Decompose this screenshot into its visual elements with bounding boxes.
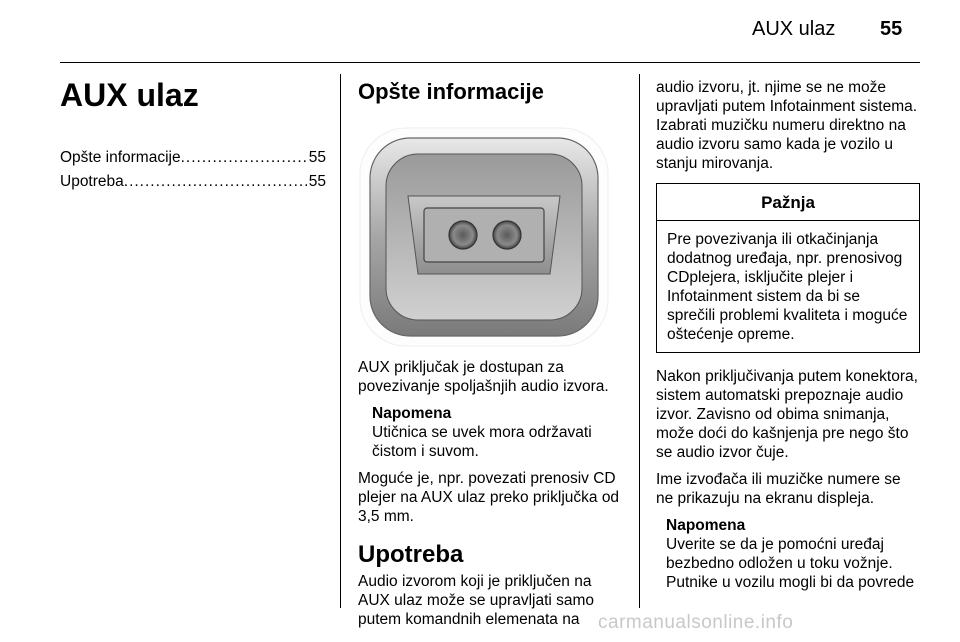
- toc-entry-general[interactable]: [60, 146, 326, 170]
- note-text: Uverite se da je pomoćni uređaj bezbedno odložen u toku vožnje. Putnike u vozilu mogli bi da povrede: [666, 536, 915, 591]
- note-block: [666, 516, 920, 592]
- header-rule: [60, 62, 920, 63]
- running-header-title: AUX ulaz: [752, 18, 836, 40]
- toc-page: 55: [308, 149, 326, 166]
- aux-socket-illustration: [358, 124, 624, 350]
- warning-title: Pažnja: [657, 184, 919, 221]
- paragraph: Audio izvorom koji je priključen na AUX ulaz može se upravljati samo putem komandnih elemenata na: [358, 573, 595, 628]
- paragraph: audio izvoru, jt. njime se ne može upravljati putem Infotainment sistema. Izabrati muzičku numeru direktno na audio izvoru samo kada je vozilo u stanju mirovanja.: [656, 79, 918, 172]
- note-label: Napomena: [372, 405, 452, 422]
- toc-label: Opšte informacije: [60, 149, 181, 166]
- warning-box: [656, 183, 920, 353]
- watermark: carmanualsonline.info: [598, 612, 794, 633]
- paragraph: Nakon priključivanja putem konektora, sistem automatski prepoznaje audio izvor. Zavisno od obima snimanja, može doći do kašnjenja pre nego što se audio izvor čuje.: [656, 368, 918, 461]
- column-divider-right: [639, 74, 640, 608]
- left-column: [60, 76, 326, 194]
- toc-leader: [124, 170, 309, 194]
- toc-entry-usage[interactable]: [60, 170, 326, 194]
- section-heading-usage: Upotreba: [358, 541, 464, 568]
- middle-column: [358, 78, 624, 637]
- paragraph: Ime izvođača ili muzičke numere se ne prikazuju na ekranu displeja.: [656, 471, 901, 507]
- note-label: Napomena: [666, 517, 746, 534]
- note-text: Utičnica se uvek mora održavati čistom i suvom.: [372, 424, 592, 460]
- right-column: [656, 78, 920, 600]
- toc-page: 55: [308, 173, 326, 190]
- note-block: [372, 404, 624, 461]
- column-divider-left: [340, 74, 341, 608]
- chapter-title: AUX ulaz: [60, 77, 199, 113]
- aux-socket-icon: [358, 124, 610, 350]
- toc-leader: [181, 146, 309, 170]
- warning-text: Pre povezivanja ili otkačinjanja dodatnog uređaja, npr. prenosivog CDplejera, isključite plejer i Infotainment sistem da bi se sprečili problemi kvaliteta i moguće oštećenje opreme.: [667, 231, 908, 343]
- table-of-contents: [60, 146, 326, 194]
- paragraph: AUX priključak je dostupan za povezivanje spoljašnjih audio izvora.: [358, 359, 609, 395]
- section-heading-general: Opšte informacije: [358, 79, 544, 104]
- toc-label: Upotreba: [60, 173, 124, 190]
- paragraph: Moguće je, npr. povezati prenosiv CD plejer na AUX ulaz preko priključka od 3,5 mm.: [358, 470, 620, 525]
- page-number: 55: [880, 18, 903, 40]
